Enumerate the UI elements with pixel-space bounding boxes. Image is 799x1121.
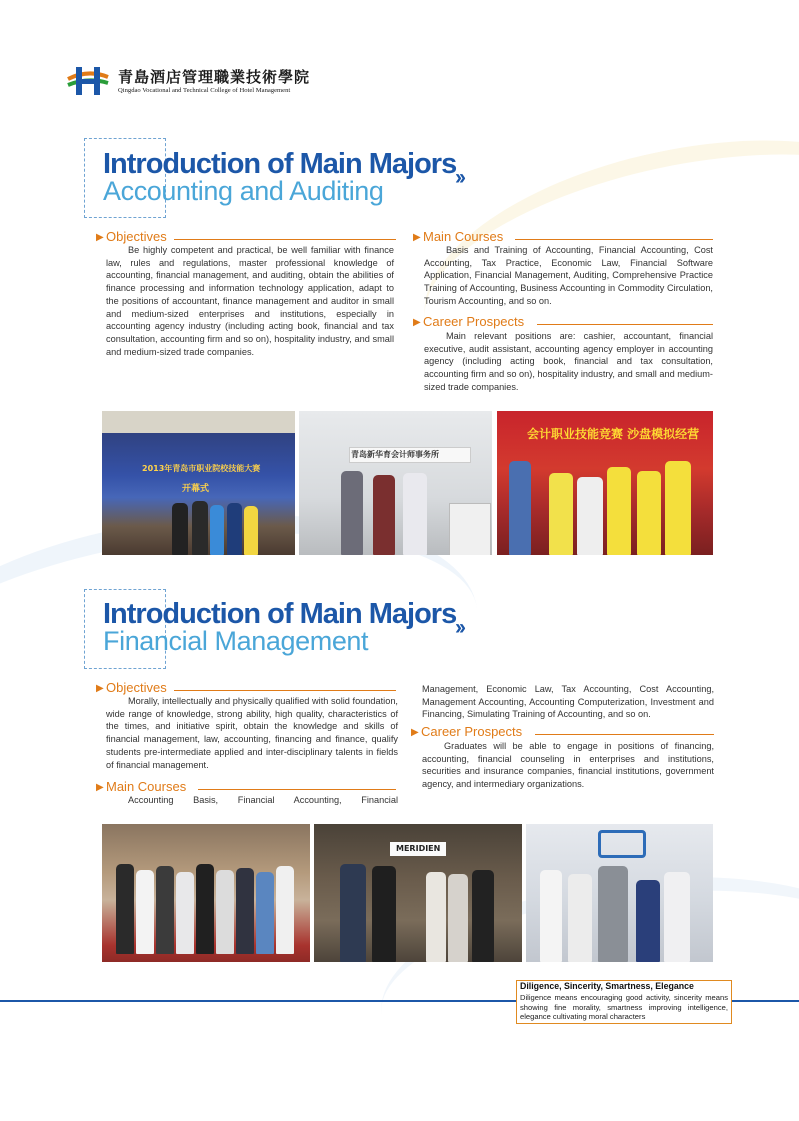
photo-banner-sign: MERIDIEN [396,844,441,853]
photo-student-group [102,824,310,962]
person [156,866,174,954]
photo-hotel-visit [314,824,522,962]
person [664,872,690,962]
triangle-arrow-icon: ▶ [96,782,104,793]
motto-box [516,980,732,1024]
company-logo-sign [598,830,646,858]
section-heading-rule [174,690,396,691]
person [549,473,573,555]
person [665,461,691,555]
person [637,471,661,555]
person [540,870,562,962]
section-heading-rule [174,239,396,240]
person [227,503,242,555]
person [244,506,258,555]
triangle-arrow-icon: ▶ [96,232,104,243]
triangle-arrow-icon: ▶ [413,317,421,328]
college-emblem-icon [66,65,110,97]
section-heading-label: Objectives [106,680,167,695]
person [448,874,468,962]
triangle-arrow-icon: ▶ [413,232,421,243]
section1-title: Introduction of Main Majors [103,148,457,180]
red-banner [102,411,295,433]
person [372,866,396,962]
person [256,872,274,954]
person [196,864,214,954]
section1-career-heading [413,316,713,330]
section1-objectives-text: Be highly competent and practical, be well familiar with finance law, rules and regulations, master professional knowledge of accounting, financial management, and auditing, obtain the abilities of finance processing and information technology application, adapt to the positions of accountant, finance management and auditor in small and medium-sized enterprises and institutions, especially in accounting agency industry (including acting book, financial and tax consultation, accounting firm and so on), hospitality industry, and small and medium-sized trade companies. [106,245,394,357]
person [216,870,234,954]
section2-courses-heading [96,781,396,795]
photo-banner-sign: 开幕式 [182,484,210,494]
person [340,864,366,962]
person [472,870,494,962]
section-heading-label: Career Prospects [421,724,523,739]
section2-objectives-heading [96,682,396,696]
person [509,461,531,555]
photo-banner-text: 会计职业技能竞赛 沙盘模拟经营 [527,427,700,441]
person [577,477,603,555]
motto-title: Diligence, Sincerity, Smartness, Elegance [520,981,694,991]
person [172,503,188,555]
section-heading-label: Career Prospects [423,314,525,329]
college-name-cn: 青島酒店管理職業技術學院 [118,68,311,86]
section2-career-heading [411,726,714,740]
section1-courses-text: Basis and Training of Accounting, Financial Accounting, Cost Accounting, Tax Practice, Economic Law, Financial Software Application, Financial Management, Auditing, Comprehensive Practice Training of Accounting, Business Accounting in Commodity Circulation, Tourism Accounting, and so on. [424,245,713,306]
cabinet [449,503,491,555]
section2-career-text: Graduates will be able to engage in positions of financing, accounting, financial counseling in enterprises and institutions, securities and insurance companies, financial institutions, government agency, and intermediary organizations. [422,741,714,790]
person [192,501,208,555]
photo-banner-text: 2013年青岛市职业院校技能大赛 [142,464,261,473]
photo-banner-sign: 青岛新华育会计师事务所 [351,450,439,459]
section-heading-rule [537,324,713,325]
person [636,880,660,962]
motto-text: Diligence means encouraging good activity, sincerity means showing fine morality, smartness improving intelligence, elegance cultivating moral characters [520,993,728,1021]
photo-accounting-office-group [526,824,713,962]
college-logo [66,63,326,101]
section2-courses-text-start: Accounting Basis, Financial Accounting, Financial [128,795,398,805]
section-heading-label: Objectives [106,229,167,244]
college-name-en: Qingdao Vocational and Technical College of Hotel Management [118,87,291,94]
section-heading-rule [198,789,396,790]
photo-accounting-firm-visit [299,411,492,555]
person [236,868,254,954]
section1-courses-heading [413,231,713,245]
person [598,866,628,962]
section-heading-label: Main Courses [106,779,187,794]
section2-objectives-text: Morally, intellectually and physically qualified with solid foundation, wide range of knowledge, strong ability, high quality, characteristics of the times, and initiative spirit, obtain the knowledge and skills of financial management, law, accounting, financing and finance, qualify students pre-intermediate applied and inter-disciplinary talents in fields of financial management. [106,696,398,770]
section-heading-rule [515,239,713,240]
person [116,864,134,954]
person [210,505,224,555]
person [607,467,631,555]
person [176,872,194,954]
section-heading-label: Main Courses [423,229,504,244]
triangle-arrow-icon: ▶ [411,727,419,738]
photo-competition-opening [102,411,295,555]
photo-sandbox-competition [497,411,713,555]
double-chevron-icon: ›› [455,166,463,189]
person [403,473,427,555]
section2-courses-text-cont: Management, Economic Law, Tax Accounting, Cost Accounting, Management Accounting, Accounting Computerization, Investment and Financing, Simulating Training of Accounting, and so on. [422,684,714,720]
triangle-arrow-icon: ▶ [96,683,104,694]
person [426,872,446,962]
person [136,870,154,954]
section1-objectives-heading [96,231,396,245]
section2-subtitle: Financial Management [103,626,369,656]
section1-career-text: Main relevant positions are: cashier, accountant, financial executive, audit assistant, accounting agency employer in accounting agency (including acting book, financial and tax consultation, accounting firm and so on), hospitality industry, and small and medium-sized trade companies. [424,331,713,392]
section-heading-rule [535,734,714,735]
person [373,475,395,555]
double-chevron-icon: ›› [455,616,463,639]
person [568,874,592,962]
person [276,866,294,954]
section1-subtitle: Accounting and Auditing [103,176,384,206]
person [341,471,363,555]
section2-title: Introduction of Main Majors [103,598,457,630]
